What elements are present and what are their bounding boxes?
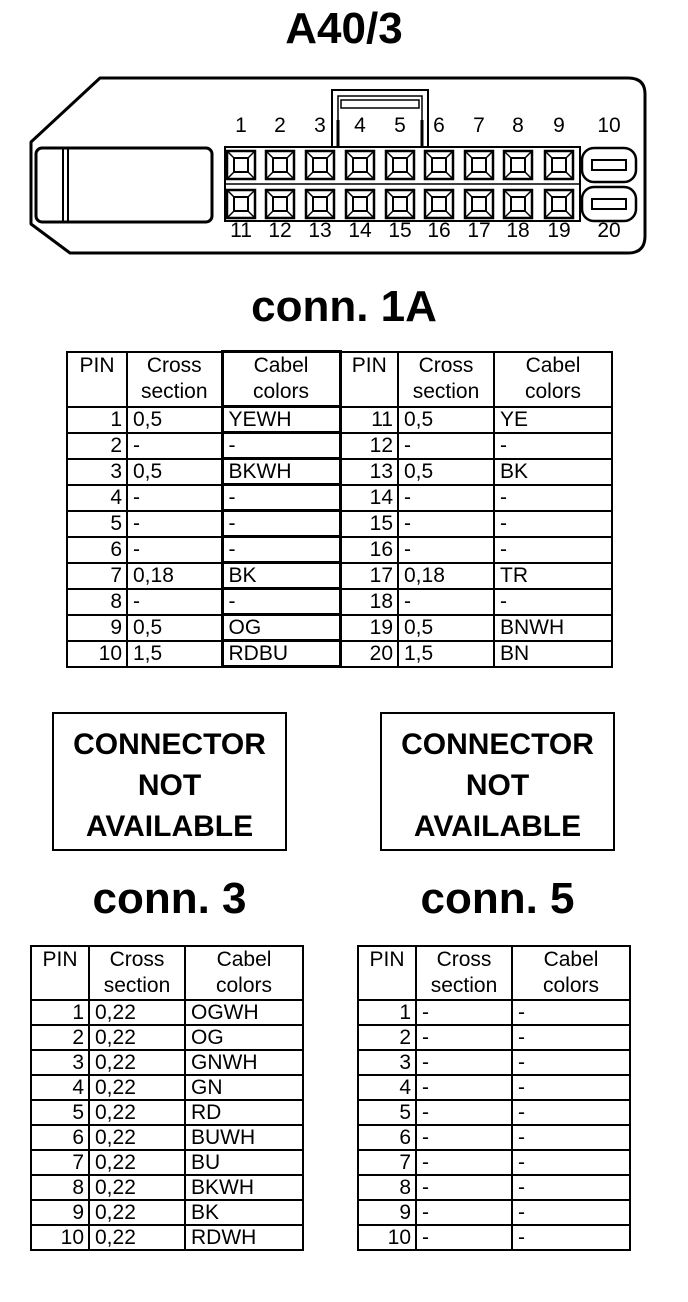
pin-cell-icon [425,190,453,218]
cable-color-cell: - [512,1225,630,1250]
cable-color-cell: OGWH [185,1000,303,1025]
cable-color-cell: - [494,589,612,615]
table-row [67,433,612,459]
table-row [67,511,612,537]
cross-section-cell: - [127,433,222,459]
pin-cell-icon [266,190,294,218]
pin-cell: 9 [358,1200,416,1225]
pin-number-label: 11 [230,219,252,242]
pin-cell: 5 [67,511,127,537]
pin-number-label: 12 [268,219,292,242]
cable-color-cell: - [222,511,340,537]
table-row [67,537,612,563]
cable-color-cell: - [494,433,612,459]
pin-cell-icon [306,190,334,218]
table-row [358,1100,630,1125]
pin-cell-icon [386,190,414,218]
cable-color-cell: - [222,485,340,511]
cross-section-cell: 0,5 [398,407,494,433]
pin-cell: 2 [67,433,127,459]
pin-cell-icon [504,151,532,179]
pin-cell-icon [346,151,374,179]
cable-color-cell: - [494,511,612,537]
cable-color-cell: BKWH [185,1175,303,1200]
col-header-cross-section: Cross section [127,352,222,407]
pin-number-label: 9 [553,114,565,137]
pin-cell-icon [266,151,294,179]
conn5-not-available-box [380,712,615,851]
cross-section-cell: - [398,433,494,459]
pin-cell-icon [227,190,255,218]
pin-number-label: 15 [388,219,412,242]
cable-color-cell: YEWH [222,407,340,433]
cross-section-cell: - [416,1175,512,1200]
cable-color-cell: BN [494,641,612,667]
pin-cell-icon [306,151,334,179]
cross-section-cell: 0,22 [89,1150,185,1175]
cross-section-cell: - [416,1225,512,1250]
table-row [67,407,612,433]
col-header-cabel-colors: Cabel colors [512,946,630,1000]
cable-color-cell: OG [185,1025,303,1050]
pin-cell: 10 [31,1225,89,1250]
cable-color-cell: GNWH [185,1050,303,1075]
cable-color-cell: - [222,589,340,615]
cable-color-cell: - [512,1125,630,1150]
cross-section-cell: 0,5 [127,615,222,641]
pin-number-label: 7 [473,114,485,137]
cable-color-cell: BK [185,1200,303,1225]
connector-diagram [0,0,688,260]
cross-section-cell: 0,22 [89,1175,185,1200]
pin-cell: 15 [340,511,398,537]
pin-number-label: 3 [314,114,326,137]
col-header-pin: PIN [67,352,127,407]
cross-section-cell: - [127,537,222,563]
table-row [358,1200,630,1225]
cross-section-cell: - [416,1050,512,1075]
pin-cell-icon [386,151,414,179]
cable-color-cell: - [512,1000,630,1025]
pin-cell-icon [425,151,453,179]
table-row [31,1050,303,1075]
table-row [358,1225,630,1250]
cross-section-cell: - [416,1000,512,1025]
cross-section-cell: 0,22 [89,1075,185,1100]
cross-section-cell: - [416,1100,512,1125]
conn1a-title: conn. 1A [251,282,437,331]
cable-color-cell: BUWH [185,1125,303,1150]
cable-color-cell: - [512,1050,630,1075]
pin-number-label: 4 [354,114,366,137]
cross-section-cell: - [416,1200,512,1225]
cable-color-cell: - [222,537,340,563]
pin-cell-icon [227,151,255,179]
table-row [67,563,612,589]
pin-number-label: 14 [348,219,372,242]
cross-section-cell: - [398,511,494,537]
pin-cell-icon [346,190,374,218]
conn1a-table [66,350,613,668]
pin-cell: 2 [358,1025,416,1050]
cable-color-cell: GN [185,1075,303,1100]
cross-section-cell: - [398,485,494,511]
cross-section-cell: - [416,1075,512,1100]
table-row [358,1000,630,1025]
table-row [358,1125,630,1150]
pin-cell-icon [504,190,532,218]
cable-color-cell: RDWH [185,1225,303,1250]
pin-number-label: 20 [597,219,621,242]
col-header-cabel-colors: Cabel colors [494,352,612,407]
cable-color-cell: BKWH [222,459,340,485]
pin-number-label: 6 [433,114,445,137]
cable-color-cell: - [512,1025,630,1050]
pin-cell: 1 [67,407,127,433]
cross-section-cell: - [127,511,222,537]
pin-cell: 1 [358,1000,416,1025]
pin-cell: 2 [31,1025,89,1050]
not-available-line: NOT [137,769,202,802]
pin-cell-icon [465,151,493,179]
conn3-title: conn. 3 [92,874,247,923]
cable-color-cell: RDBU [222,641,340,667]
cross-section-cell: - [416,1150,512,1175]
cross-section-cell: 0,18 [127,563,222,589]
table-row [31,1025,303,1050]
pin-number-label: 1 [235,114,247,137]
cable-color-cell: - [512,1175,630,1200]
cross-section-cell: - [127,485,222,511]
pin-number-label: 8 [512,114,524,137]
table-row [31,1225,303,1250]
pin-cell: 16 [340,537,398,563]
pin-cell: 8 [31,1175,89,1200]
pin-number-label: 5 [394,114,406,137]
col-header-pin: PIN [358,946,416,1000]
pin-cell: 3 [358,1050,416,1075]
table-row [31,1200,303,1225]
cross-section-cell: 0,22 [89,1125,185,1150]
cable-color-cell: - [222,433,340,459]
cable-color-cell: BK [494,459,612,485]
cross-section-cell: - [416,1125,512,1150]
cable-color-cell: YE [494,407,612,433]
table-row [31,1000,303,1025]
cross-section-cell: 0,22 [89,1225,185,1250]
cross-section-cell: 1,5 [398,641,494,667]
table-row [358,1150,630,1175]
table-row [67,589,612,615]
cable-color-cell: - [512,1200,630,1225]
cross-section-cell: - [127,589,222,615]
pin-cell: 7 [31,1150,89,1175]
table-row [31,1100,303,1125]
col-header-cross-section: Cross section [89,946,185,1000]
table-row [31,1125,303,1150]
table-row [358,1025,630,1050]
pin-cell: 9 [67,615,127,641]
pin-cell: 20 [340,641,398,667]
pin-cell: 19 [340,615,398,641]
pin-cell-icon [545,151,573,179]
cross-section-cell: 0,22 [89,1200,185,1225]
cable-color-cell: - [512,1075,630,1100]
pin-cell: 5 [31,1100,89,1125]
conn3-not-available-box [52,712,287,851]
pin-cell: 4 [67,485,127,511]
cross-section-cell: - [416,1025,512,1050]
pin-cell: 6 [67,537,127,563]
col-header-cross-section: Cross section [416,946,512,1000]
pin-cell: 8 [358,1175,416,1200]
table-row [31,1175,303,1200]
pin-cell: 7 [358,1150,416,1175]
table-row [358,1175,630,1200]
cross-section-cell: - [398,537,494,563]
pin-cell: 13 [340,459,398,485]
pin-cell-icon [465,190,493,218]
pin-cell: 5 [358,1100,416,1125]
cable-color-cell: RD [185,1100,303,1125]
cross-section-cell: 0,5 [398,459,494,485]
not-available-line: NOT [465,769,530,802]
large-pin-icon [582,148,636,182]
pin-cell: 8 [67,589,127,615]
table-row [31,1150,303,1175]
cross-section-cell: 1,5 [127,641,222,667]
cross-section-cell: 0,5 [127,459,222,485]
pin-number-label: 19 [547,219,571,242]
cross-section-cell: 0,18 [398,563,494,589]
conn5-title: conn. 5 [420,874,575,923]
pin-cell-icon [545,190,573,218]
pin-cell: 6 [31,1125,89,1150]
pin-cell: 11 [340,407,398,433]
pin-cell: 17 [340,563,398,589]
pin-cell: 14 [340,485,398,511]
not-available-line: CONNECTOR [73,728,266,761]
large-pin-icon [582,187,636,221]
cable-color-cell: OG [222,615,340,641]
col-header-cross-section: Cross section [398,352,494,407]
cable-color-cell: BU [185,1150,303,1175]
conn5-table [357,945,631,1251]
cable-color-cell: TR [494,563,612,589]
pin-number-label: 17 [467,219,491,242]
not-available-line: AVAILABLE [413,810,582,843]
cable-color-cell: - [512,1100,630,1125]
cable-color-cell: BNWH [494,615,612,641]
table-row [67,615,612,641]
table-row [67,459,612,485]
not-available-line: AVAILABLE [85,810,254,843]
pin-cell: 9 [31,1200,89,1225]
pin-number-label: 16 [427,219,451,242]
cross-section-cell: - [398,589,494,615]
cross-section-cell: 0,22 [89,1050,185,1075]
pin-cell: 7 [67,563,127,589]
col-header-cabel-colors: Cabel colors [185,946,303,1000]
cable-color-cell: BK [222,563,340,589]
cable-color-cell: - [494,537,612,563]
table-row [67,641,612,667]
cross-section-cell: 0,22 [89,1100,185,1125]
cross-section-cell: 0,22 [89,1000,185,1025]
pin-number-label: 18 [506,219,530,242]
pin-cell: 6 [358,1125,416,1150]
pin-cell: 3 [31,1050,89,1075]
col-header-pin: PIN [31,946,89,1000]
pin-cell: 10 [358,1225,416,1250]
pin-number-label: 10 [597,114,621,137]
pin-number-label: 2 [274,114,286,137]
cross-section-cell: 0,5 [398,615,494,641]
table-row [358,1050,630,1075]
table-row [358,1075,630,1100]
cable-color-cell: - [494,485,612,511]
pin-cell: 12 [340,433,398,459]
page-title: A40/3 [285,4,403,53]
pin-cell: 10 [67,641,127,667]
cross-section-cell: 0,22 [89,1025,185,1050]
col-header-pin: PIN [340,352,398,407]
table-row [67,485,612,511]
col-header-cabel-colors: Cabel colors [222,352,340,407]
table-row [31,1075,303,1100]
pin-cell: 4 [31,1075,89,1100]
not-available-line: CONNECTOR [401,728,594,761]
pin-number-label: 13 [308,219,332,242]
cross-section-cell: 0,5 [127,407,222,433]
pin-cell: 3 [67,459,127,485]
conn3-table [30,945,304,1251]
cable-color-cell: - [512,1150,630,1175]
pin-cell: 4 [358,1075,416,1100]
pin-cell: 1 [31,1000,89,1025]
pin-cell: 18 [340,589,398,615]
